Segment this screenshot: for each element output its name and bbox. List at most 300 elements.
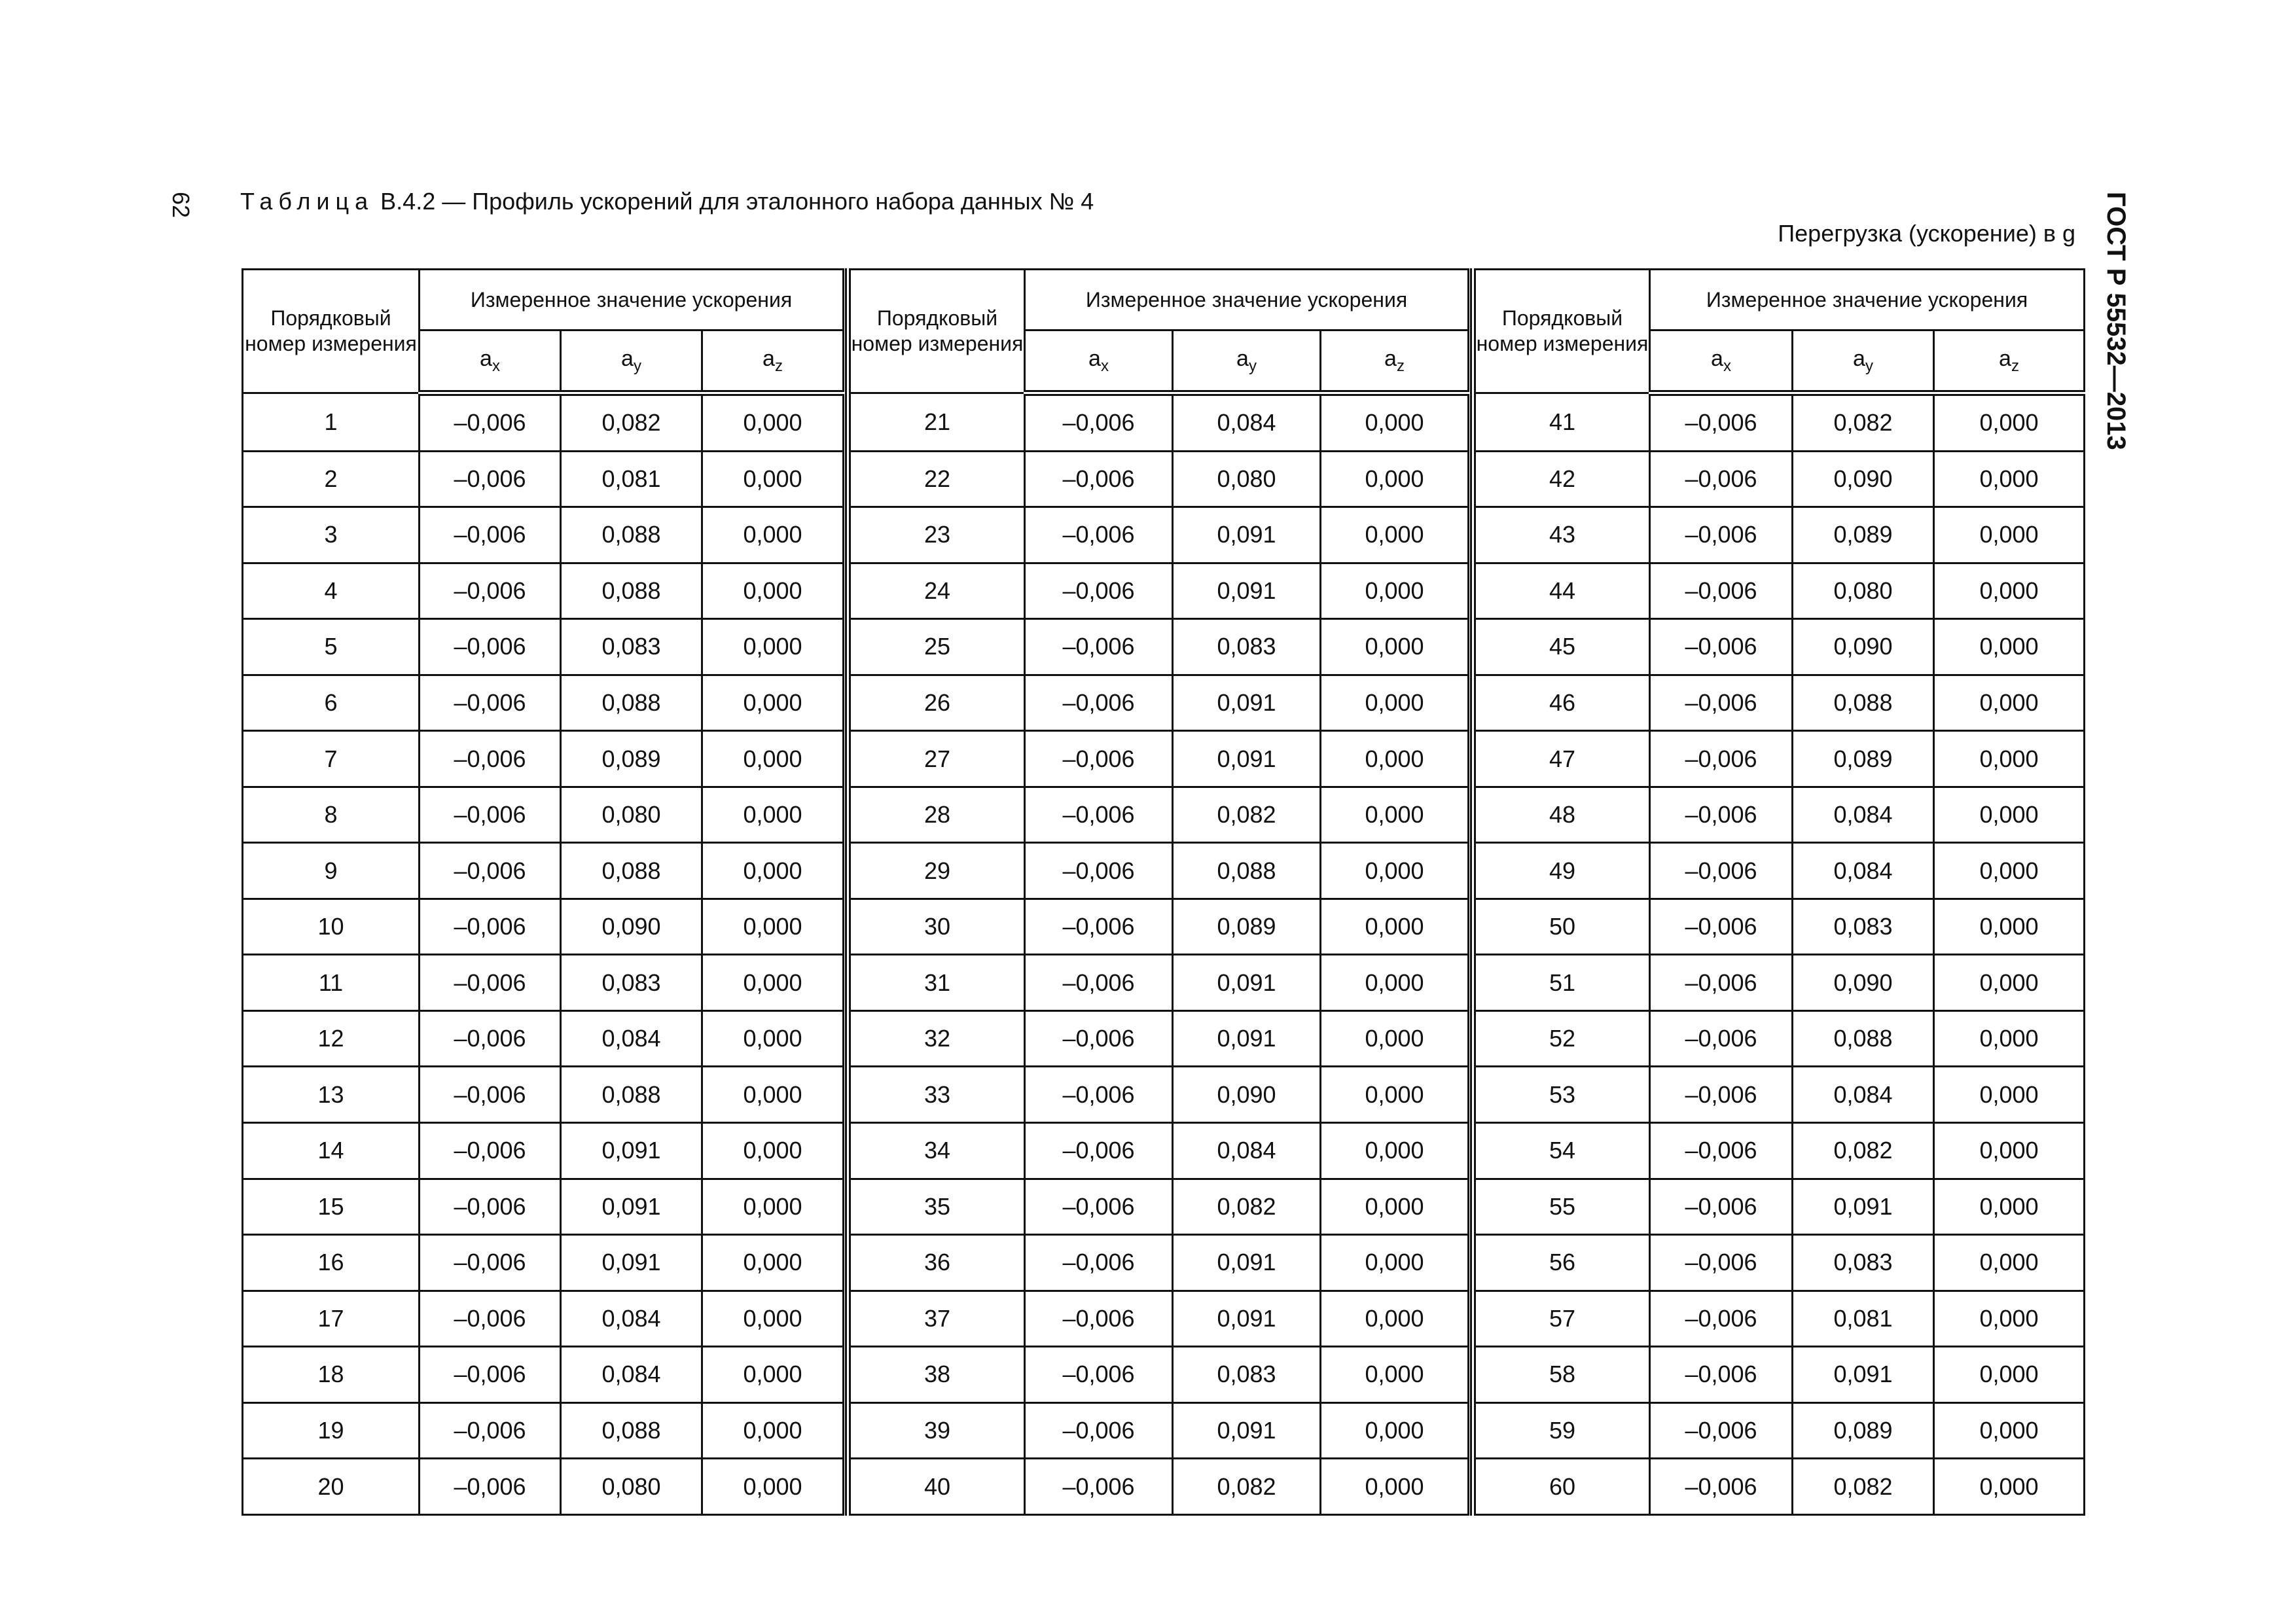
cell-az: 0,000 [1934,1179,2085,1235]
cell-number: 35 [848,1179,1025,1235]
header-measurement-number: Порядковый номер измерения [243,270,420,393]
cell-number: 49 [1473,843,1650,899]
table-row [848,619,1469,675]
cell-ax: –0,006 [1025,393,1173,452]
cell-az: 0,000 [1934,1010,2085,1067]
table-row [243,563,844,619]
cell-az: 0,000 [702,955,844,1011]
header-ax-subscript: x [492,357,500,375]
cell-ay: 0,089 [1793,731,1934,787]
cell-ay: 0,084 [1793,1067,1934,1123]
table-row [1473,1235,2085,1291]
cell-az: 0,000 [1934,1402,2085,1459]
cell-ay: 0,090 [1173,1067,1321,1123]
cell-ay: 0,084 [1793,843,1934,899]
cell-ax: –0,006 [1025,507,1173,563]
cell-ax: –0,006 [420,955,561,1011]
header-ax-subscript: x [1723,357,1731,375]
cell-ax: –0,006 [1025,899,1173,955]
table-row [1473,787,2085,843]
caption-text: В.4.2 — Профиль ускорений для эталонного набора данных № 4 [374,188,1094,215]
cell-number: 34 [848,1123,1025,1179]
cell-ay: 0,091 [1173,1402,1321,1459]
cell-ax: –0,006 [420,1179,561,1235]
cell-ax: –0,006 [1025,1123,1173,1179]
cell-number: 9 [243,843,420,899]
cell-number: 2 [243,451,420,507]
cell-number: 46 [1473,675,1650,731]
cell-number: 52 [1473,1010,1650,1067]
cell-number: 32 [848,1010,1025,1067]
cell-number: 29 [848,843,1025,899]
table-row [848,1235,1469,1291]
cell-ax: –0,006 [420,1010,561,1067]
cell-az: 0,000 [1934,1235,2085,1291]
cell-ay: 0,083 [1793,899,1934,955]
cell-number: 5 [243,619,420,675]
cell-az: 0,000 [1321,1291,1469,1347]
cell-az: 0,000 [1934,955,2085,1011]
cell-number: 39 [848,1402,1025,1459]
cell-az: 0,000 [1321,787,1469,843]
cell-ay: 0,091 [1173,675,1321,731]
cell-ax: –0,006 [420,899,561,955]
cell-number: 24 [848,563,1025,619]
table-row [848,1402,1469,1459]
cell-ax: –0,006 [420,1459,561,1515]
cell-ay: 0,091 [1173,1235,1321,1291]
table-row [1473,619,2085,675]
header-ay [561,330,702,393]
cell-number: 8 [243,787,420,843]
cell-ax: –0,006 [1650,787,1793,843]
table-row [848,1010,1469,1067]
table-row [1473,1067,2085,1123]
header-ay-symbol: a [1236,346,1249,371]
cell-ay: 0,082 [1173,787,1321,843]
table-row [243,451,844,507]
header-az-symbol: a [1999,346,2011,371]
cell-az: 0,000 [1321,731,1469,787]
header-az [702,330,844,393]
table-row [243,843,844,899]
cell-ay: 0,080 [1793,563,1934,619]
cell-number: 59 [1473,1402,1650,1459]
cell-number: 3 [243,507,420,563]
table-caption [240,188,1094,215]
cell-number: 20 [243,1459,420,1515]
cell-number: 38 [848,1347,1025,1403]
header-measurement-number: Порядковый номер измерения [1473,270,1650,393]
cell-ax: –0,006 [420,1067,561,1123]
cell-az: 0,000 [1321,1067,1469,1123]
cell-ay: 0,084 [1173,393,1321,452]
cell-az: 0,000 [1321,393,1469,452]
cell-az: 0,000 [1321,563,1469,619]
cell-ax: –0,006 [1650,1235,1793,1291]
cell-number: 37 [848,1291,1025,1347]
cell-ay: 0,084 [561,1291,702,1347]
cell-ay: 0,084 [1173,1123,1321,1179]
cell-ax: –0,006 [1025,955,1173,1011]
table-row [243,1179,844,1235]
cell-ax: –0,006 [420,1291,561,1347]
header-measured-acceleration: Измеренное значение ускорения [1025,270,1469,330]
table-row [243,675,844,731]
cell-ax: –0,006 [1025,1235,1173,1291]
table-row [848,1123,1469,1179]
table-block-3 [1470,268,2085,1516]
cell-ax: –0,006 [420,563,561,619]
cell-az: 0,000 [1321,451,1469,507]
table-row [1473,507,2085,563]
cell-az: 0,000 [1321,507,1469,563]
cell-az: 0,000 [702,675,844,731]
cell-az: 0,000 [702,1459,844,1515]
cell-ay: 0,091 [1173,1291,1321,1347]
cell-ax: –0,006 [1025,787,1173,843]
table-row [1473,731,2085,787]
table-row [1473,1459,2085,1515]
cell-az: 0,000 [1934,619,2085,675]
cell-ay: 0,083 [561,955,702,1011]
cell-number: 40 [848,1459,1025,1515]
table-row [1473,393,2085,452]
cell-ax: –0,006 [420,1402,561,1459]
document-code: ГОСТ Р 55532—2013 [2102,192,2130,450]
cell-ay: 0,083 [1173,1347,1321,1403]
cell-ay: 0,090 [1793,619,1934,675]
cell-ax: –0,006 [1650,1402,1793,1459]
cell-number: 51 [1473,955,1650,1011]
cell-ay: 0,088 [1173,843,1321,899]
cell-az: 0,000 [1321,843,1469,899]
cell-ay: 0,084 [561,1010,702,1067]
table-row [848,675,1469,731]
cell-ax: –0,006 [1650,955,1793,1011]
cell-ay: 0,082 [1793,1123,1934,1179]
cell-number: 43 [1473,507,1650,563]
header-ay-subscript: y [1865,357,1873,375]
cell-number: 12 [243,1010,420,1067]
header-measured-acceleration: Измеренное значение ускорения [1650,270,2085,330]
cell-az: 0,000 [1321,1235,1469,1291]
cell-ax: –0,006 [420,1123,561,1179]
cell-az: 0,000 [1321,955,1469,1011]
cell-ax: –0,006 [1650,393,1793,452]
cell-az: 0,000 [702,843,844,899]
cell-number: 10 [243,899,420,955]
cell-az: 0,000 [1934,1123,2085,1179]
cell-ax: –0,006 [420,843,561,899]
header-ax [1025,330,1173,393]
header-az-symbol: a [762,346,775,371]
cell-number: 26 [848,675,1025,731]
cell-ax: –0,006 [1025,1402,1173,1459]
cell-ax: –0,006 [1025,1459,1173,1515]
cell-az: 0,000 [702,1179,844,1235]
table-row [243,507,844,563]
cell-az: 0,000 [1934,393,2085,452]
cell-ay: 0,088 [1793,1010,1934,1067]
cell-number: 6 [243,675,420,731]
table-row [243,1123,844,1179]
table-row [848,1067,1469,1123]
header-ax-subscript: x [1100,357,1109,375]
header-az-subscript: z [774,357,783,375]
cell-ax: –0,006 [1650,899,1793,955]
cell-number: 28 [848,787,1025,843]
cell-ay: 0,081 [561,451,702,507]
cell-ax: –0,006 [1650,1459,1793,1515]
table-row [848,787,1469,843]
cell-number: 42 [1473,451,1650,507]
cell-ax: –0,006 [420,393,561,452]
cell-ax: –0,006 [1025,1347,1173,1403]
cell-number: 14 [243,1123,420,1179]
cell-az: 0,000 [702,393,844,452]
cell-number: 27 [848,731,1025,787]
header-az [1321,330,1469,393]
header-ay-subscript: y [633,357,641,375]
cell-ay: 0,091 [561,1123,702,1179]
table-row [1473,843,2085,899]
cell-ay: 0,088 [561,563,702,619]
cell-number: 7 [243,731,420,787]
table-row [1473,675,2085,731]
cell-ay: 0,090 [1793,451,1934,507]
cell-ax: –0,006 [1650,1010,1793,1067]
cell-az: 0,000 [702,451,844,507]
cell-az: 0,000 [702,1123,844,1179]
table-row [1473,955,2085,1011]
table-row [1473,1402,2085,1459]
table-row [243,1459,844,1515]
cell-az: 0,000 [1321,899,1469,955]
cell-az: 0,000 [702,619,844,675]
cell-az: 0,000 [1934,675,2085,731]
cell-number: 54 [1473,1123,1650,1179]
cell-number: 60 [1473,1459,1650,1515]
cell-ay: 0,080 [1173,451,1321,507]
cell-ax: –0,006 [1025,1179,1173,1235]
cell-ax: –0,006 [1650,619,1793,675]
cell-az: 0,000 [702,1235,844,1291]
cell-number: 47 [1473,731,1650,787]
cell-ax: –0,006 [420,1347,561,1403]
cell-ay: 0,081 [1793,1291,1934,1347]
cell-ay: 0,080 [561,787,702,843]
cell-ax: –0,006 [1025,731,1173,787]
cell-ay: 0,083 [1173,619,1321,675]
cell-ay: 0,091 [561,1235,702,1291]
cell-number: 36 [848,1235,1025,1291]
header-az-subscript: z [1396,357,1405,375]
cell-ay: 0,082 [1793,393,1934,452]
table-row [848,393,1469,452]
cell-ax: –0,006 [1650,507,1793,563]
cell-ax: –0,006 [1025,675,1173,731]
cell-az: 0,000 [702,1291,844,1347]
cell-az: 0,000 [1934,451,2085,507]
table-row [1473,1347,2085,1403]
cell-number: 17 [243,1291,420,1347]
cell-ax: –0,006 [1650,1123,1793,1179]
table-row [848,451,1469,507]
cell-ay: 0,091 [1173,731,1321,787]
header-ax [420,330,561,393]
acceleration-table [242,268,2075,1516]
cell-ax: –0,006 [420,731,561,787]
cell-ay: 0,091 [1173,955,1321,1011]
cell-ay: 0,089 [561,731,702,787]
cell-az: 0,000 [1934,899,2085,955]
caption-label: Таблица [240,188,374,215]
cell-ax: –0,006 [420,1235,561,1291]
cell-ax: –0,006 [420,507,561,563]
cell-az: 0,000 [702,507,844,563]
table-row [243,1402,844,1459]
cell-az: 0,000 [702,1347,844,1403]
cell-ay: 0,088 [561,1067,702,1123]
table-row [243,1067,844,1123]
cell-number: 25 [848,619,1025,675]
cell-number: 55 [1473,1179,1650,1235]
cell-number: 50 [1473,899,1650,955]
table-row [1473,1010,2085,1067]
header-ay-symbol: a [1853,346,1865,371]
cell-ay: 0,080 [561,1459,702,1515]
cell-ax: –0,006 [420,787,561,843]
page-number: 62 [168,192,194,219]
cell-ay: 0,089 [1793,507,1934,563]
cell-az: 0,000 [1934,1459,2085,1515]
cell-ax: –0,006 [1650,1291,1793,1347]
cell-ay: 0,091 [561,1179,702,1235]
table-row [243,1235,844,1291]
table-row [1473,1179,2085,1235]
cell-ax: –0,006 [1025,451,1173,507]
table-row [1473,451,2085,507]
cell-number: 53 [1473,1067,1650,1123]
cell-number: 56 [1473,1235,1650,1291]
cell-az: 0,000 [702,787,844,843]
cell-ax: –0,006 [1025,843,1173,899]
cell-az: 0,000 [702,1010,844,1067]
cell-number: 30 [848,899,1025,955]
header-az-subscript: z [2011,357,2019,375]
cell-number: 18 [243,1347,420,1403]
cell-ay: 0,091 [1173,563,1321,619]
cell-number: 23 [848,507,1025,563]
cell-number: 13 [243,1067,420,1123]
cell-number: 57 [1473,1291,1650,1347]
table-row [243,731,844,787]
cell-az: 0,000 [1934,563,2085,619]
cell-az: 0,000 [1321,1123,1469,1179]
cell-az: 0,000 [1934,1347,2085,1403]
cell-number: 15 [243,1179,420,1235]
cell-number: 41 [1473,393,1650,452]
cell-number: 11 [243,955,420,1011]
header-ax [1650,330,1793,393]
cell-az: 0,000 [1934,1291,2085,1347]
cell-ay: 0,082 [1173,1179,1321,1235]
table-row [848,843,1469,899]
table-row [243,787,844,843]
cell-number: 19 [243,1402,420,1459]
cell-ay: 0,082 [1173,1459,1321,1515]
cell-number: 58 [1473,1347,1650,1403]
cell-number: 45 [1473,619,1650,675]
table-row [243,899,844,955]
cell-az: 0,000 [1321,619,1469,675]
cell-ay: 0,091 [1173,507,1321,563]
table-row [848,507,1469,563]
cell-number: 33 [848,1067,1025,1123]
header-ay-subscript: y [1248,357,1257,375]
table-row [243,393,844,452]
cell-number: 1 [243,393,420,452]
cell-az: 0,000 [702,1067,844,1123]
cell-ay: 0,088 [561,507,702,563]
table-row [243,955,844,1011]
cell-ay: 0,084 [1793,787,1934,843]
header-ay-symbol: a [621,346,634,371]
table-row [1473,899,2085,955]
cell-ax: –0,006 [1650,675,1793,731]
cell-az: 0,000 [1934,843,2085,899]
table-row [243,1010,844,1067]
cell-ax: –0,006 [420,675,561,731]
cell-ax: –0,006 [1025,1010,1173,1067]
cell-az: 0,000 [1321,1459,1469,1515]
header-ax-symbol: a [480,346,492,371]
cell-ay: 0,088 [561,1402,702,1459]
cell-ay: 0,084 [561,1347,702,1403]
header-ay [1173,330,1321,393]
cell-ax: –0,006 [1650,1179,1793,1235]
table-row [1473,1291,2085,1347]
cell-ay: 0,091 [1173,1010,1321,1067]
header-ay [1793,330,1934,393]
table-row [243,1347,844,1403]
cell-ax: –0,006 [420,619,561,675]
cell-ax: –0,006 [1025,563,1173,619]
table-row [243,1291,844,1347]
cell-number: 22 [848,451,1025,507]
cell-ax: –0,006 [1650,1347,1793,1403]
cell-ax: –0,006 [1025,1067,1173,1123]
table-row [848,563,1469,619]
cell-ay: 0,082 [561,393,702,452]
cell-ay: 0,082 [1793,1459,1934,1515]
cell-number: 44 [1473,563,1650,619]
cell-az: 0,000 [1321,1179,1469,1235]
cell-az: 0,000 [1934,507,2085,563]
table-row [848,1347,1469,1403]
cell-ax: –0,006 [1650,731,1793,787]
cell-ay: 0,090 [1793,955,1934,1011]
header-ax-symbol: a [1088,346,1101,371]
header-measured-acceleration: Измеренное значение ускорения [420,270,844,330]
cell-az: 0,000 [1321,675,1469,731]
table-row [848,1291,1469,1347]
cell-number: 48 [1473,787,1650,843]
table-row [1473,1123,2085,1179]
table-row [848,899,1469,955]
cell-az: 0,000 [702,563,844,619]
